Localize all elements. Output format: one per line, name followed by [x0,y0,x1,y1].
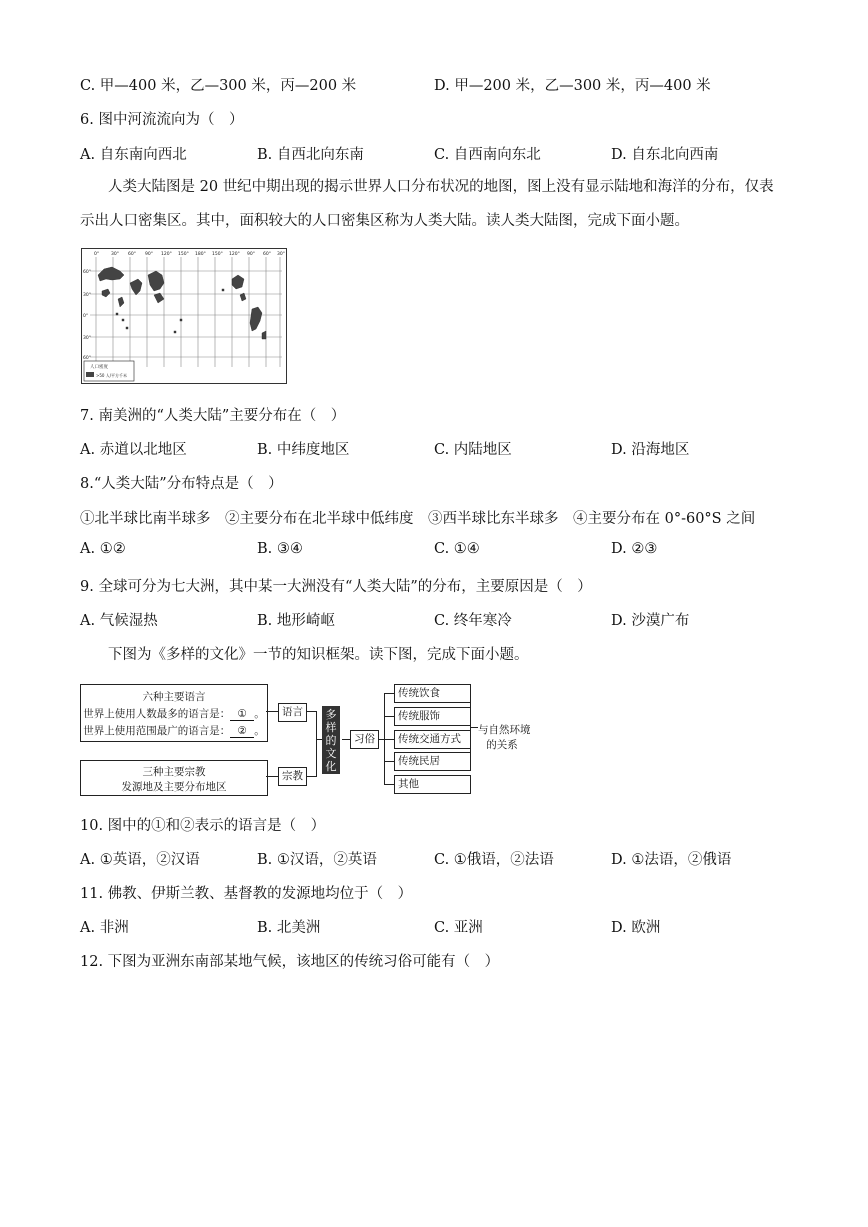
q6-option-a: A. 自东南向西北 [80,147,187,163]
q9-option-b: B. 地形崎岖 [257,613,335,629]
lon-label: 60° [263,252,271,257]
language-line-1-text: 世界上使用人数最多的语言是： [83,708,231,720]
q12-stem: 12. 下图为亚洲东南部某地气候，该地区的传统习俗可能有（ ） [80,954,500,970]
language-node: 语言 [278,703,307,722]
lat-label: 60° [83,356,91,361]
lon-label: 150° [178,252,189,257]
language-line-2-text: 世界上使用范围最广的语言是： [83,725,231,737]
q8-option-b: B. ③④ [257,541,303,557]
lon-label: 120° [161,252,172,257]
q11-option-a: A. 非洲 [80,920,129,936]
custom-item: 传统民居 [394,752,471,771]
religion-line-1: 三种主要宗教 [142,766,206,778]
lon-label: 120° [229,252,240,257]
q10-option-c: C. ①俄语，②法语 [434,852,554,868]
q6-stem: 6. 图中河流流向为（ ） [80,112,244,128]
center-node-diverse-culture: 多样的文化 [322,706,340,774]
q10-option-a: A. ①英语，②汉语 [80,852,200,868]
q7-option-c: C. 内陆地区 [434,442,512,458]
q8-option-a: A. ①② [80,541,126,557]
lat-label: 30° [83,293,91,298]
relation-line-2: 的关系 [486,739,518,751]
culture-knowledge-framework [80,684,530,799]
q10-option-d: D. ①法语，②俄语 [611,852,732,868]
lon-label: 30° [277,252,285,257]
lon-label: 30° [111,252,119,257]
lon-label: 90° [145,252,153,257]
q9-option-d: D. 沙漠广布 [611,613,690,629]
q7-stem: 7. 南美洲的“人类大陆”主要分布在（ ） [80,408,346,424]
human-continent-map [81,248,287,384]
blank-1: ① [230,708,254,721]
relation-line-1: 与自然环境 [478,724,531,736]
lon-label: 180° [195,252,206,257]
q11-option-c: C. 亚洲 [434,920,483,936]
q5-option-c: C. 甲—400 米，乙—300 米，丙—200 米 [80,78,357,94]
q6-option-b: B. 自西北向东南 [257,147,364,163]
intro-paragraph-culture: 下图为《多样的文化》一节的知识框架。读下图，完成下面小题。 [108,647,529,663]
q9-option-c: C. 终年寒冷 [434,613,512,629]
q8-option-c: C. ①④ [434,541,480,557]
q7-option-a: A. 赤道以北地区 [80,442,187,458]
custom-item: 其他 [394,775,471,794]
religion-box [80,760,268,796]
q9-stem: 9. 全球可分为七大洲，其中某一大洲没有“人类大陆”的分布，主要原因是（ ） [80,579,592,595]
q7-option-d: D. 沿海地区 [611,442,690,458]
custom-item: 传统饮食 [394,684,471,703]
custom-item: 传统交通方式 [394,730,471,749]
relation-node [478,720,531,754]
q8-option-d: D. ②③ [611,541,658,557]
custom-item: 传统服饰 [394,707,471,726]
legend-title: 人口密度 [90,365,108,370]
q10-option-b: B. ①汉语，②英语 [257,852,377,868]
lon-label: 150° [212,252,223,257]
lat-label: 30° [83,336,91,341]
q11-stem: 11. 佛教、伊斯兰教、基督教的发源地均位于（ ） [80,886,413,902]
language-box-title: 六种主要语言 [142,691,206,703]
q10-stem: 10. 图中的①和②表示的语言是（ ） [80,818,326,834]
intro-paragraph-human-continent: 人类大陆图是 20 世纪中期出现的揭示世界人口分布状况的地图，图上没有显示陆地和海洋的分布，仅表示出人口密集区。其中，面积较大的人口密集区称为人类大陆。读人类大陆图，完成下面小题。 [80,179,774,229]
religion-line-2: 发源地及主要分布地区 [121,781,227,793]
lat-label: 60° [83,270,91,275]
customs-node: 习俗 [350,730,379,749]
religion-node: 宗教 [278,767,307,786]
q7-option-b: B. 中纬度地区 [257,442,350,458]
language-box [80,684,268,742]
q11-option-d: D. 欧洲 [611,920,661,936]
q5-option-d: D. 甲—200 米，乙—300 米，丙—400 米 [434,78,711,94]
language-line-1: 世界上使用人数最多的语言是： ① 。 [83,708,265,720]
q8-statements: ①北半球比南半球多 ②主要分布在北半球中低纬度 ③西半球比东半球多 ④主要分布在 0°-60°S 之间 [80,511,756,527]
language-line-2: 世界上使用范围最广的语言是： ② 。 [83,725,265,737]
lon-label: 60° [128,252,136,257]
legend-item: >50 人/平方千米 [96,373,128,378]
q6-option-d: D. 自东北向西南 [611,147,719,163]
lon-label: 90° [247,252,255,257]
blank-2: ② [230,725,254,738]
lon-label: 0° [94,252,100,257]
q9-option-a: A. 气候湿热 [80,613,158,629]
q6-option-c: C. 自西南向东北 [434,147,541,163]
q11-option-b: B. 北美洲 [257,920,321,936]
lat-label: 0° [83,314,89,319]
q8-stem: 8.“人类大陆”分布特点是（ ） [80,476,283,492]
